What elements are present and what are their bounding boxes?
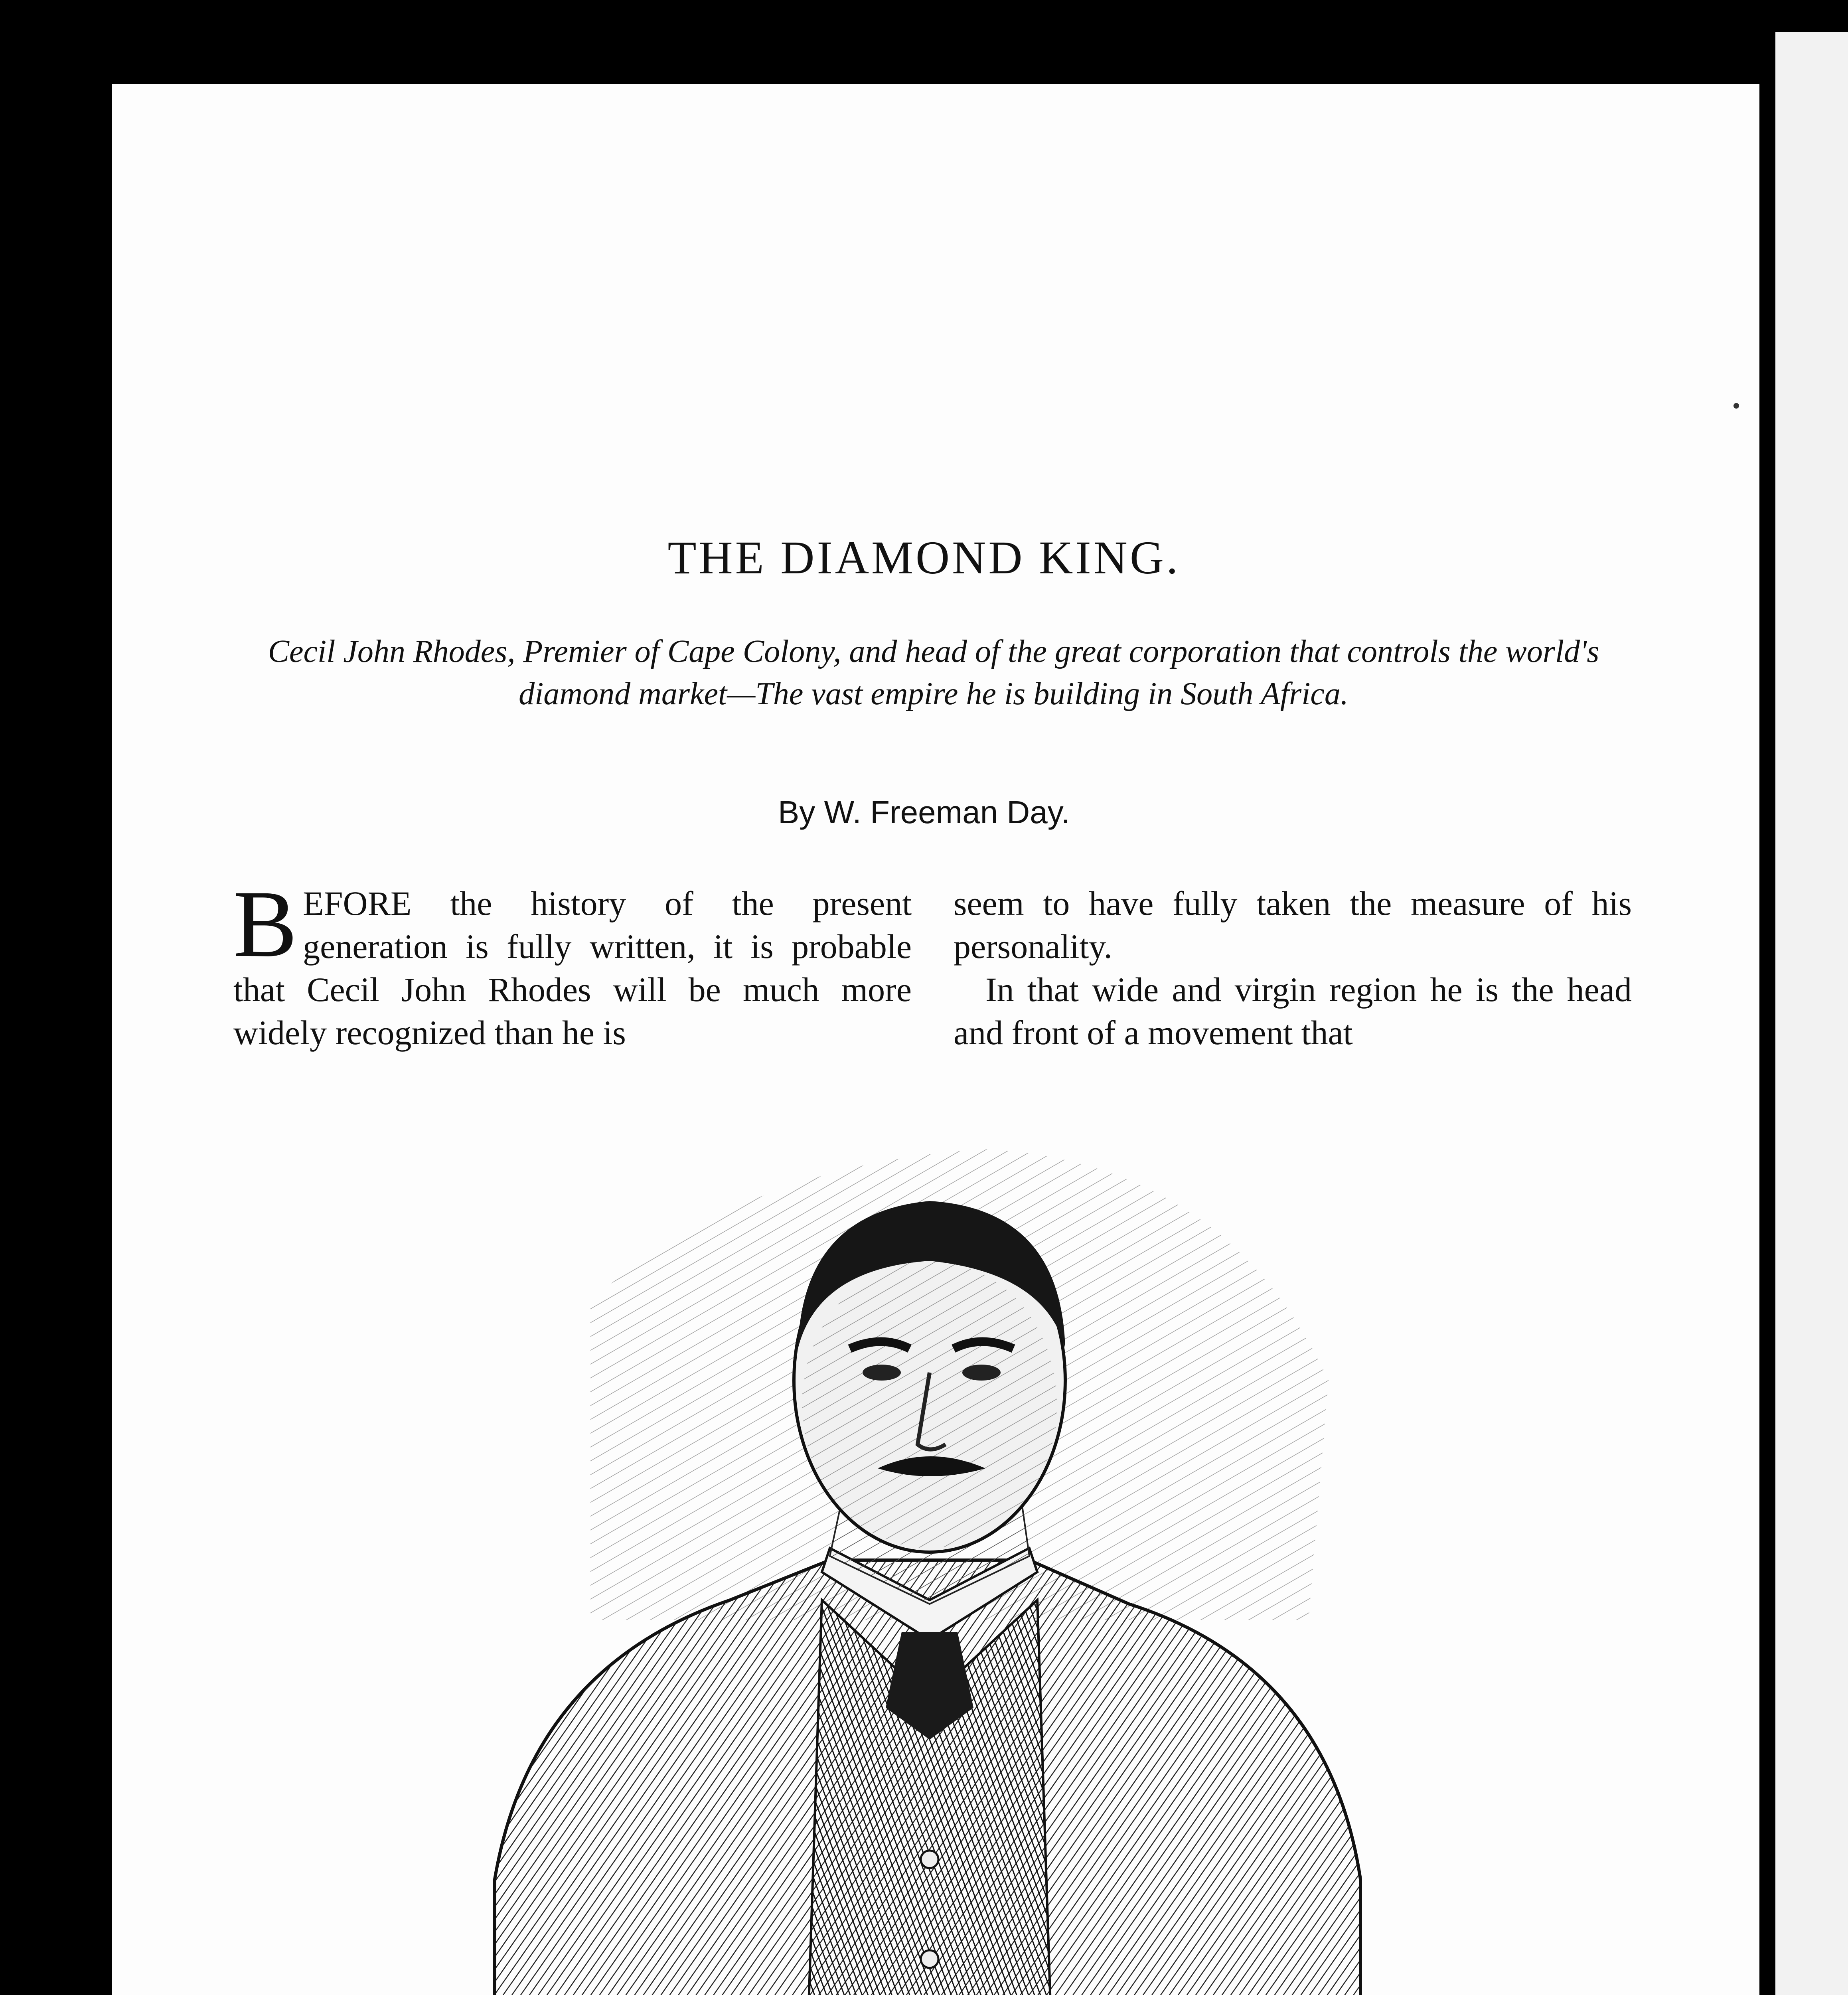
drop-cap: B xyxy=(233,871,298,977)
portrait-engraving xyxy=(471,1101,1388,1995)
column-top-right xyxy=(954,882,1632,1054)
paragraph-top-right-2: In that wide and virgin region he is the head and front of a movement that xyxy=(954,970,1632,1052)
paragraph-top-right-1: seem to have fully taken the measure of his personality. xyxy=(954,884,1632,966)
page-speck xyxy=(1733,403,1739,409)
article-byline: By W. Freeman Day. xyxy=(778,794,1070,830)
column-top-left xyxy=(233,871,912,1054)
article-title: THE DIAMOND KING. xyxy=(667,531,1181,584)
paragraph-opening: EFORE the history of the present generation is fully written, it is probable that Cecil John Rhodes will be much more widely recognized than he is xyxy=(233,884,912,1052)
facing-page-edge xyxy=(1775,32,1848,1995)
article-subtitle: Cecil John Rhodes, Premier of Cape Colony, and head of the great corporation that controls the world's diamond market—The vast empire he is building in South Africa. xyxy=(268,634,1599,711)
page-gutter xyxy=(1759,0,1775,1995)
